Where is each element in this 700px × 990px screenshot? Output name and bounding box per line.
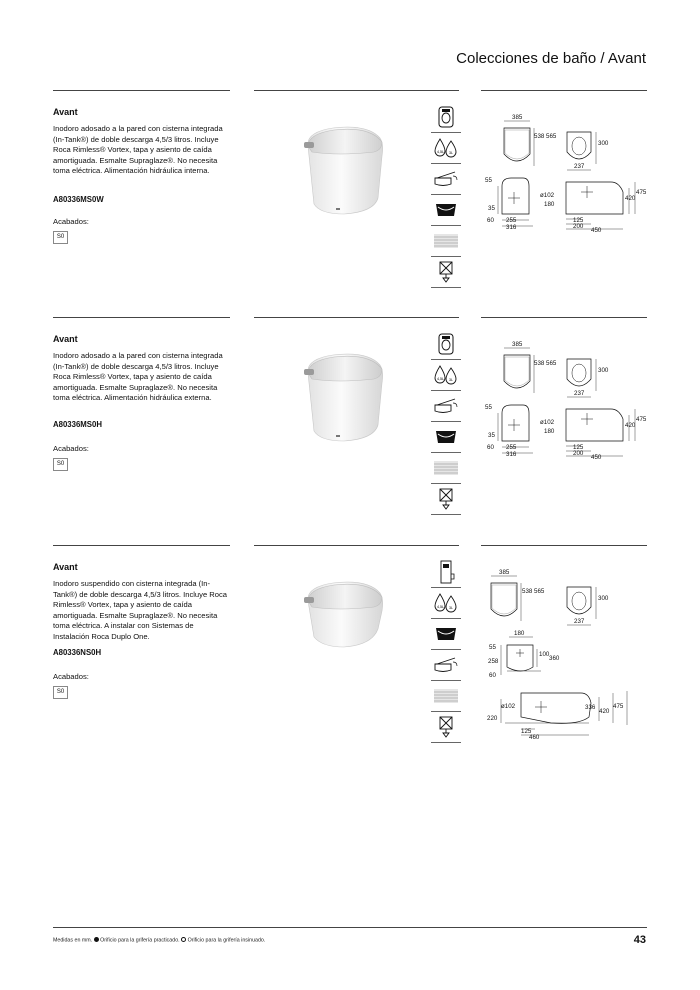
product-title: Avant xyxy=(53,562,78,572)
dim-label: 420 xyxy=(599,708,610,715)
divider xyxy=(53,90,230,91)
dim-label: 316 xyxy=(506,451,517,458)
product-photo xyxy=(278,567,398,672)
dim-label: 450 xyxy=(591,454,602,461)
dim-label: 100 xyxy=(539,651,550,658)
dim-label: 220 xyxy=(487,715,498,722)
dim-label: 475 xyxy=(613,703,624,710)
divider xyxy=(53,317,230,318)
finishes-label: Acabados: xyxy=(53,217,89,226)
product-photo xyxy=(278,112,398,217)
features-column xyxy=(431,329,461,515)
product-code[interactable]: A80336NS0H xyxy=(53,648,102,657)
finish-swatch[interactable]: S0 xyxy=(53,458,68,471)
dim-label: 180 xyxy=(514,630,525,637)
open-dot-icon xyxy=(181,937,186,942)
dim-label: ø102 xyxy=(501,703,516,710)
svg-text:4,5L: 4,5L xyxy=(437,605,444,609)
product-section xyxy=(53,317,647,542)
dim-label: 258 xyxy=(488,658,499,665)
product-title: Avant xyxy=(53,107,78,117)
rimless-icon xyxy=(431,619,461,650)
divider xyxy=(481,90,647,91)
dim-label: 460 xyxy=(529,734,540,741)
page-number: 43 xyxy=(633,934,646,946)
soft-close-icon xyxy=(431,164,461,195)
dim-label: 300 xyxy=(598,367,609,374)
divider xyxy=(254,90,459,91)
dim-label: 475 xyxy=(636,189,647,196)
svg-text:4,5L: 4,5L xyxy=(437,377,444,381)
no-electric-icon xyxy=(431,712,461,743)
dim-label: 565 xyxy=(546,360,557,367)
dim-label: 35 xyxy=(488,205,495,212)
soft-close-icon xyxy=(431,391,461,422)
supraglaze-icon xyxy=(431,226,461,257)
features-column xyxy=(431,102,461,288)
dim-label: 60 xyxy=(487,217,494,224)
dim-label: 255 xyxy=(506,217,517,224)
dim-label: 125 xyxy=(521,728,532,735)
dim-label: 420 xyxy=(625,195,636,202)
features-column xyxy=(431,557,461,743)
product-photo xyxy=(278,339,398,444)
dim-label: 538 xyxy=(534,360,545,367)
dim-label: 316 xyxy=(506,224,517,231)
svg-text:3L: 3L xyxy=(449,151,453,155)
dim-label: 360 xyxy=(549,655,560,662)
toilet-front-icon xyxy=(431,102,461,133)
dim-label: 475 xyxy=(636,416,647,423)
footnote-filled: Orificio para la grifería practicado. xyxy=(100,937,180,944)
filled-dot-icon xyxy=(94,937,99,942)
dim-label: 125 xyxy=(573,217,584,224)
dim-label: 200 xyxy=(573,450,584,457)
divider xyxy=(53,545,230,546)
product-section xyxy=(53,90,647,315)
technical-drawing xyxy=(481,329,647,459)
svg-text:4,5L: 4,5L xyxy=(437,150,444,154)
finish-swatch[interactable]: S0 xyxy=(53,686,68,699)
product-code[interactable]: A80336MS0H xyxy=(53,420,102,429)
dim-label: 237 xyxy=(574,618,585,625)
divider xyxy=(481,317,647,318)
dim-label: ø102 xyxy=(540,192,555,199)
duplo-one-icon xyxy=(431,557,461,588)
technical-drawing xyxy=(481,102,647,232)
dual-flush-icon xyxy=(431,588,461,619)
dim-label: 180 xyxy=(544,428,555,435)
dim-label: 125 xyxy=(573,444,584,451)
toilet-front-icon xyxy=(431,329,461,360)
rimless-icon xyxy=(431,422,461,453)
dim-label: 565 xyxy=(546,133,557,140)
dim-label: 60 xyxy=(487,444,494,451)
dim-label: 450 xyxy=(591,227,602,234)
dim-label: 180 xyxy=(544,201,555,208)
dim-label: 200 xyxy=(573,223,584,230)
rimless-icon xyxy=(431,195,461,226)
supraglaze-icon xyxy=(431,650,461,681)
product-description: Inodoro suspendido con cisterna integrada (In-Tank®) de doble descarga 4,5/3 litros. Incluye Roca Rimless® Vortex, tapa y asiento de caída amortiguada. Esmalte Supraglaze®. No necesita toma eléctrica. A instalar con Sistemas de Instalación Roca Duplo One. xyxy=(53,579,228,641)
dim-label: 300 xyxy=(598,595,609,602)
product-description: Inodoro adosado a la pared con cisterna integrada (In-Tank®) de doble descarga 4,5/3 litros. Incluye Roca Rimless® Vortex, tapa y asiento de caída amortiguada. Esmalte Supraglaze®. No necesita toma eléctrica. Alimentación hidráulica interna. xyxy=(53,124,223,175)
dim-label: 255 xyxy=(506,444,517,451)
dim-label: 385 xyxy=(512,114,523,121)
finishes-label: Acabados: xyxy=(53,444,89,453)
dim-label: 237 xyxy=(574,390,585,397)
dim-label: 55 xyxy=(485,177,492,184)
divider xyxy=(481,545,647,546)
product-description: Inodoro adosado a la pared con cisterna integrada (In-Tank®) de doble descarga 4,5/3 litros. Incluye Roca Rimless® Vortex, tapa y asiento de caída amortiguada. Esmalte Supraglaze®. No necesita toma eléctrica. Alimentación hidráulica externa. xyxy=(53,351,223,402)
dim-label: 420 xyxy=(625,422,636,429)
soft-close-icon xyxy=(431,681,461,712)
dim-label: 55 xyxy=(485,404,492,411)
footnote-open: Orificio para la grifería insinuado. xyxy=(187,937,266,944)
divider xyxy=(254,317,459,318)
svg-text:3L: 3L xyxy=(449,606,453,610)
supraglaze-icon xyxy=(431,453,461,484)
product-title: Avant xyxy=(53,334,78,344)
dual-flush-icon xyxy=(431,360,461,391)
footnote xyxy=(53,937,265,944)
divider xyxy=(254,545,459,546)
dim-label: 336 xyxy=(585,704,596,711)
dim-label: 538 xyxy=(534,133,545,140)
no-electric-icon xyxy=(431,257,461,288)
dim-label: 60 xyxy=(489,672,496,679)
product-section xyxy=(53,545,647,770)
svg-text:3L: 3L xyxy=(449,378,453,382)
technical-drawing xyxy=(481,557,647,741)
dim-label: 300 xyxy=(598,140,609,147)
footer-divider xyxy=(53,927,647,928)
dim-label: 385 xyxy=(512,341,523,348)
product-code[interactable]: A80336MS0W xyxy=(53,195,104,204)
no-electric-icon xyxy=(431,484,461,515)
dim-label: 35 xyxy=(488,432,495,439)
dim-label: 538 xyxy=(522,588,533,595)
page-title: Colecciones de baño / Avant xyxy=(456,50,646,67)
finish-swatch[interactable]: S0 xyxy=(53,231,68,244)
finishes-label: Acabados: xyxy=(53,672,89,681)
dim-label: 55 xyxy=(489,644,496,651)
dim-label: 385 xyxy=(499,569,510,576)
dim-label: ø102 xyxy=(540,419,555,426)
dim-label: 237 xyxy=(574,163,585,170)
dual-flush-icon xyxy=(431,133,461,164)
dim-label: 565 xyxy=(534,588,545,595)
footnote-units: Medidas en mm. xyxy=(53,937,93,944)
